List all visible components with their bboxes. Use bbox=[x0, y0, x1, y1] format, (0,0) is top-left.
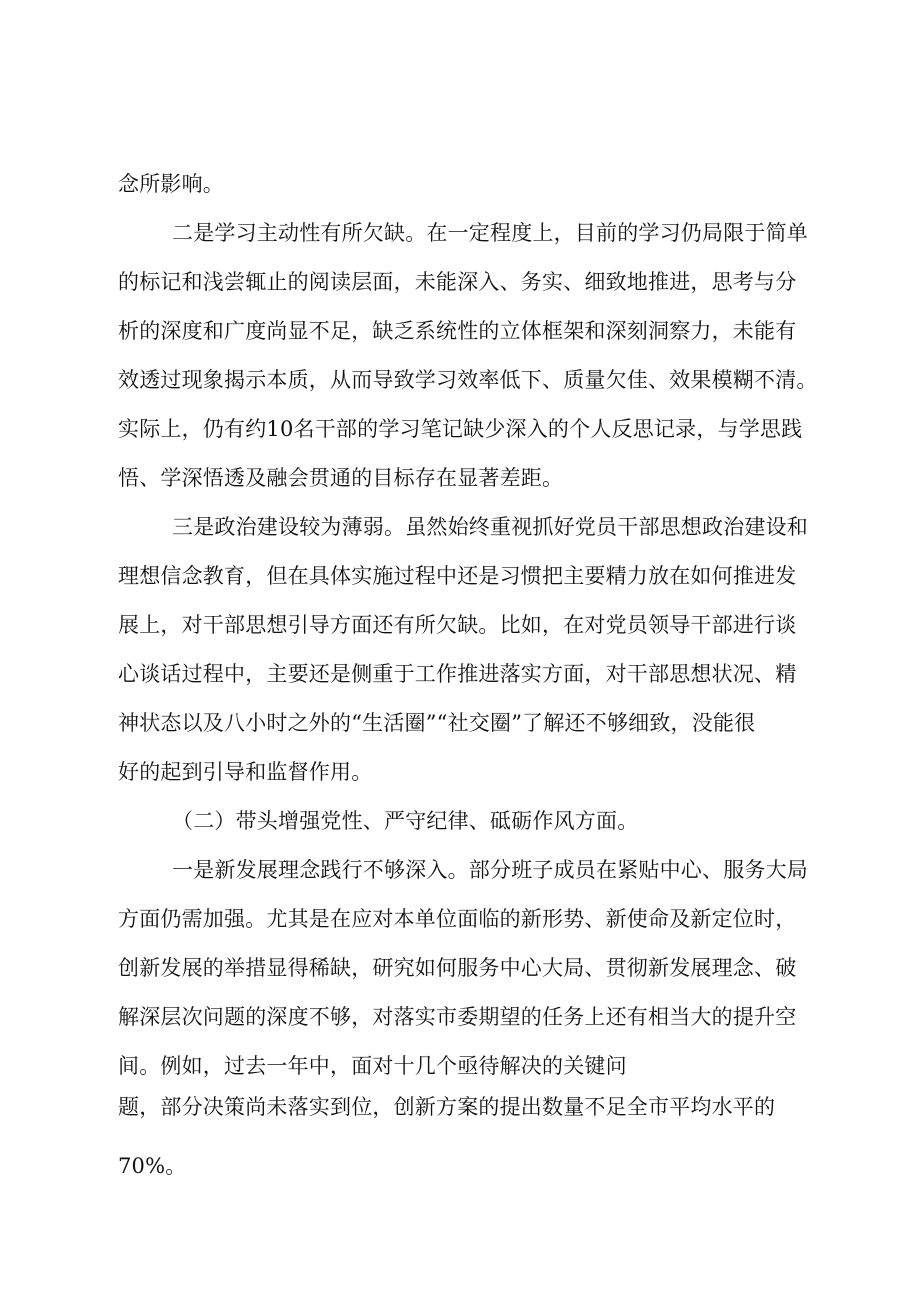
text-line-2: 二是学习主动性有所欠缺。在一定程度上，目前的学习仍局限于简单 bbox=[172, 221, 808, 245]
text-line-8: 三是政治建设较为薄弱。虽然始终重视抓好党员干部思想政治建设和 bbox=[172, 515, 808, 539]
text-line-21: 70%。 bbox=[118, 1154, 187, 1178]
text-line-19: 间。例如，过去一年中，面对十几个亟待解决的关键问 bbox=[118, 1054, 627, 1078]
text-line-9: 理想信念教育，但在具体实施过程中还是习惯把主要精力放在如何推进发 bbox=[118, 564, 797, 588]
text-line-4: 析的深度和广度尚显不足，缺乏系统性的立体框架和深刻洞察力，未能有 bbox=[118, 319, 797, 343]
text-line-20: 题，部分决策尚未落实到位，创新方案的提出数量不足全市平均水平的 bbox=[118, 1095, 776, 1119]
text-line-15: 一是新发展理念践行不够深入。部分班子成员在紧贴中心、服务大局 bbox=[172, 858, 808, 882]
text-line-10: 展上，对干部思想引导方面还有所欠缺。比如，在对党员领导干部进行谈 bbox=[118, 613, 797, 637]
text-line-11: 心谈话过程中，主要还是侧重于工作推进落实方面，对干部思想状况、精 bbox=[118, 662, 797, 686]
text-line-6: 实际上，仍有约10名干部的学习笔记缺少深入的个人反思记录，与学思践 bbox=[118, 417, 803, 441]
text-line-18: 解深层次问题的深度不够，对落实市委期望的任务上还有相当大的提升空 bbox=[118, 1005, 797, 1029]
section-heading: （二）带头增强党性、严守纪律、砥砺作风方面。 bbox=[172, 809, 639, 833]
text-line-1: 念所影响。 bbox=[118, 172, 224, 196]
text-line-13: 好的起到引导和监督作用。 bbox=[118, 760, 373, 784]
text-line-5: 效透过现象揭示本质，从而导致学习效率低下、质量欠佳、效果模糊不清。 bbox=[118, 368, 818, 392]
text-line-17: 创新发展的举措显得稀缺，研究如何服务中心大局、贯彻新发展理念、破 bbox=[118, 956, 797, 980]
text-line-3: 的标记和浅尝辄止的阅读层面，未能深入、务实、细致地推进，思考与分 bbox=[118, 270, 797, 294]
text-line-7: 悟、学深悟透及融会贯通的目标存在显著差距。 bbox=[118, 466, 564, 490]
text-line-16: 方面仍需加强。尤其是在应对本单位面临的新形势、新使命及新定位时， bbox=[118, 907, 797, 931]
text-line-12: 神状态以及八小时之外的“生活圈”“社交圈”了解还不够细致，没能很 bbox=[118, 711, 756, 735]
